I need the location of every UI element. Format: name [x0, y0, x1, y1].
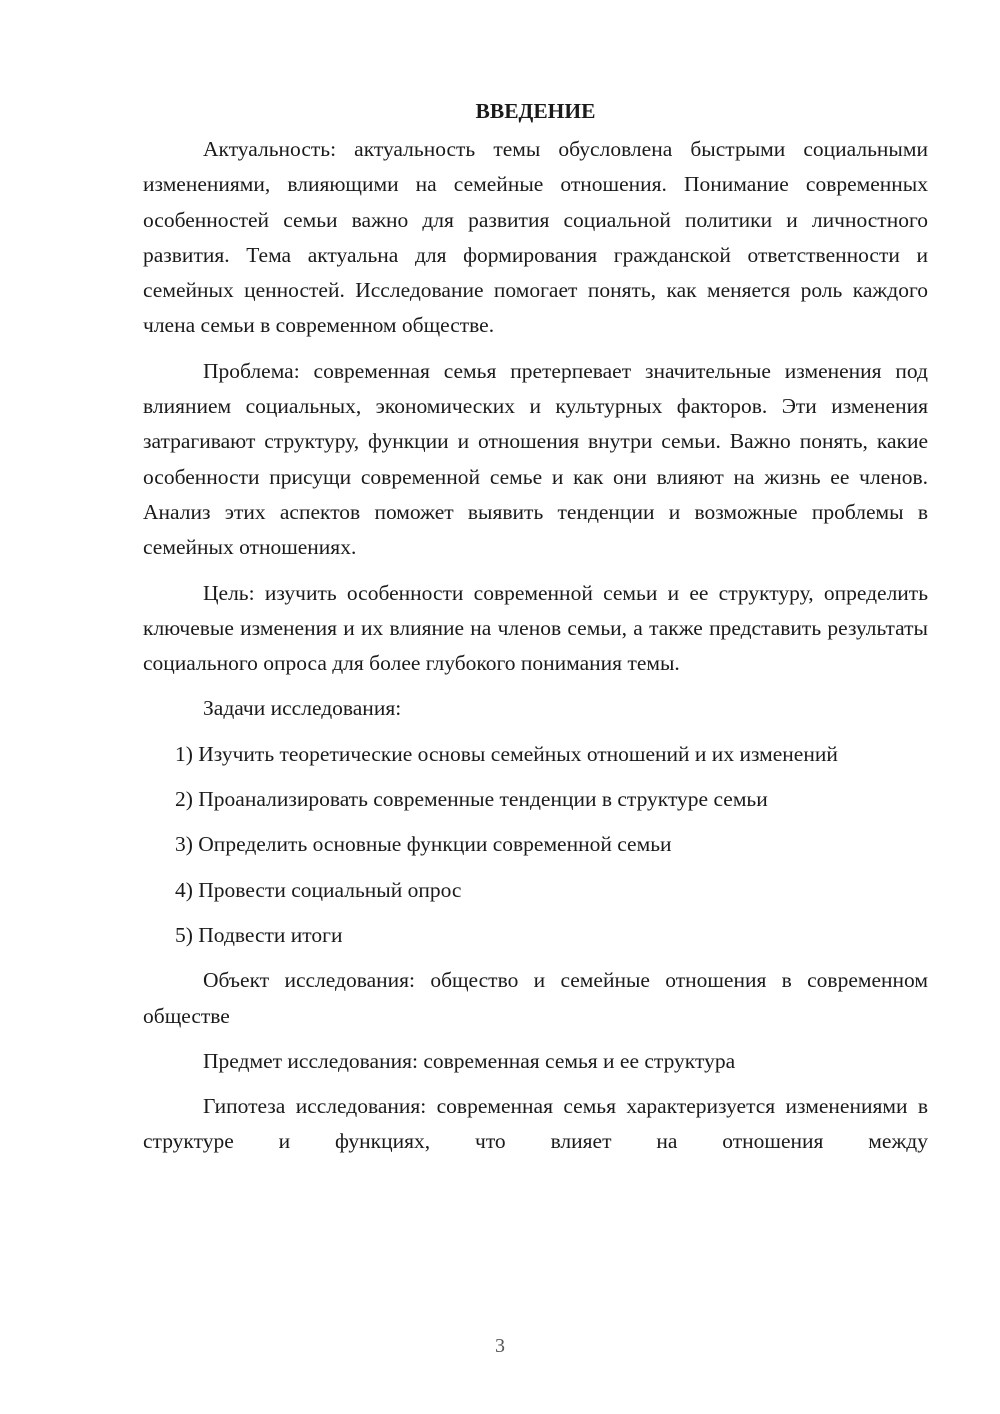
section-title: ВВЕДЕНИЕ: [475, 99, 596, 123]
task-item-1: 1) Изучить теоретические основы семейных отношений и их изменений: [175, 741, 838, 766]
task-item-5: 5) Подвести итоги: [175, 922, 343, 947]
task-item-3: 3) Определить основные функции современной семьи: [175, 832, 672, 857]
paragraph-hypothesis: Гипотеза исследования: современная семья характеризуется изменениями в структуре и функциях, что влияет на отношения между: [143, 1094, 928, 1154]
paragraph-object: Объект исследования: общество и семейные отношения в современном обществе: [143, 968, 928, 1028]
paragraph-subject: Предмет исследования: современная семья и ее структура: [203, 1048, 736, 1073]
page-number: 3: [495, 1335, 505, 1357]
paragraph-problem: Проблема: современная семья претерпевает значительные изменения под влиянием социальных, экономических и культурных факторов. Эти изменения затрагивают структуру, функции и отношения внутри семьи. Важно понять, какие особенности присущи современной семье и как они влияют на жизнь ее членов. Анализ этих аспектов поможет выявить тенденции и возможные проблемы в семейных отношениях.: [143, 358, 928, 560]
task-item-4: 4) Провести социальный опрос: [175, 877, 462, 902]
paragraph-goal: Цель: изучить особенности современной семьи и ее структуру, определить ключевые изменения и их влияние на членов семьи, а также представить результаты социального опроса для более глубокого понимания темы.: [143, 580, 928, 676]
paragraph-tasks-heading: Задачи исследования:: [203, 696, 402, 721]
document-page: [143, 96, 928, 1170]
task-item-2: 2) Проанализировать современные тенденции в структуре семьи: [175, 787, 768, 812]
paragraph-relevance: Актуальность: актуальность темы обусловлена быстрыми социальными изменениями, влияющими на семейные отношения. Понимание современных особенностей семьи важно для развития социальной политики и личностного развития. Тема актуальна для формирования гражданской ответственности и семейных ценностей. Исследование помогает понять, как меняется роль каждого члена семьи в современном обществе.: [143, 137, 928, 338]
